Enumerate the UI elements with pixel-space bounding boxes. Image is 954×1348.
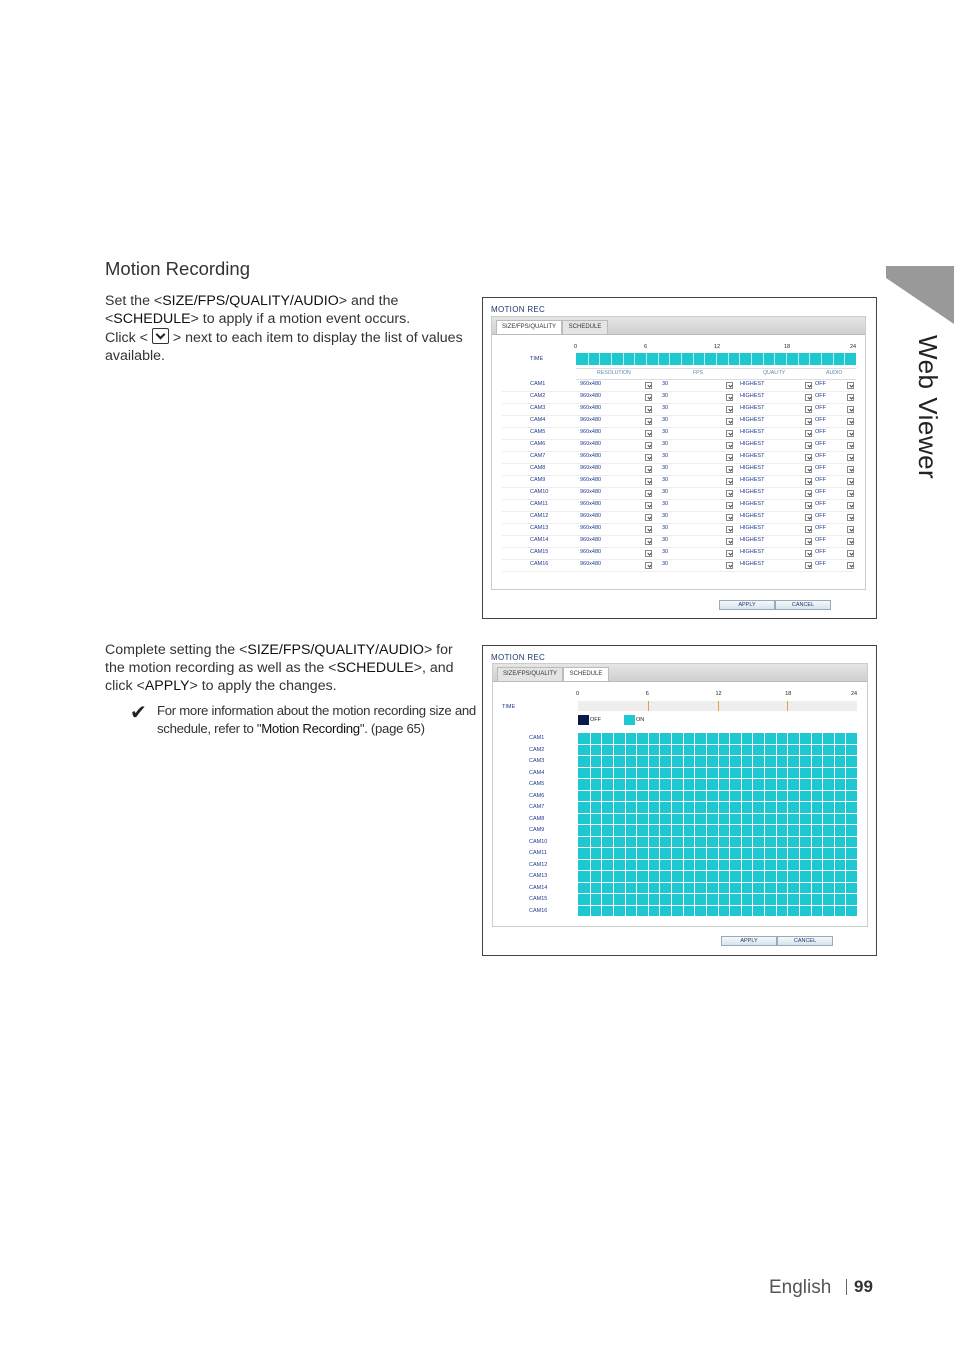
audio-dropdown-icon[interactable] [847,454,854,461]
audio-dropdown-icon[interactable] [847,514,854,521]
resolution-dropdown-icon[interactable] [645,394,652,401]
resolution-dropdown-icon[interactable] [645,466,652,473]
resolution-value: 960x480 [580,429,602,435]
quality-value: HIGHEST [740,405,765,411]
audio-value: OFF [815,477,826,483]
motion-rec-size-screenshot [482,297,877,619]
quality-dropdown-icon[interactable] [805,550,812,557]
fps-dropdown-icon[interactable] [726,394,733,401]
resolution-dropdown-icon[interactable] [645,526,652,533]
row-divider [502,439,854,440]
fps-dropdown-icon[interactable] [726,538,733,545]
time-bar-hour-divider [798,353,799,365]
resolution-value: 960x480 [580,561,602,567]
fps-dropdown-icon[interactable] [726,418,733,425]
resolution-value: 960x480 [580,513,602,519]
fps-value: 30 [662,561,669,567]
column-header-audio: AUDIO [826,370,843,376]
row-divider [502,559,854,560]
fps-value: 30 [662,489,669,495]
quality-dropdown-icon[interactable] [805,382,812,389]
resolution-value: 960x480 [580,465,602,471]
quality-value: HIGHEST [740,489,765,495]
hour-label: 18 [784,344,791,350]
fps-value: 30 [662,405,669,411]
schedule-row[interactable] [578,756,857,768]
resolution-dropdown-icon[interactable] [645,430,652,437]
camera-label: CAM12 [529,861,548,868]
camera-label: CAM9 [530,477,546,483]
audio-dropdown-icon[interactable] [847,418,854,425]
schedule-panel [492,663,868,927]
camera-label: CAM3 [530,405,546,411]
row-divider [502,391,854,392]
quality-value: HIGHEST [740,465,765,471]
fps-dropdown-icon[interactable] [726,490,733,497]
camera-label: CAM5 [530,429,546,435]
time-bar-hour-divider [728,353,729,365]
camera-label: CAM12 [530,513,549,519]
camera-label: CAM3 [529,758,545,764]
camera-label: CAM7 [530,453,546,459]
instruction-paragraph: Complete setting the <SIZE/FPS/QUALITY/AUDIO> for the motion recording as well as the <SCHEDULE>, and click <APPLY> to apply the changes. [105,642,454,694]
tab-bar [493,664,867,682]
audio-value: OFF [815,549,826,555]
resolution-value: 960x480 [580,405,602,411]
audio-value: OFF [815,513,826,519]
schedule-row[interactable] [578,779,857,791]
tab-size-fps-quality[interactable]: SIZE/FPS/QUALITY [497,667,563,681]
time-bar-hour-divider [658,353,659,365]
camera-label: CAM10 [530,489,549,495]
quality-dropdown-icon[interactable] [805,514,812,521]
time-label: TIME [502,704,516,710]
schedule-row[interactable] [578,791,857,803]
time-bar-hour-divider [739,353,740,365]
quality-dropdown-icon[interactable] [805,538,812,545]
audio-value: OFF [815,393,826,399]
dropdown-arrow-icon [152,328,169,344]
quality-dropdown-icon[interactable] [805,478,812,485]
resolution-value: 960x480 [580,441,602,447]
audio-value: OFF [815,417,826,423]
legend-off-swatch[interactable] [578,715,589,725]
audio-value: OFF [815,405,826,411]
audio-dropdown-icon[interactable] [847,394,854,401]
time-ruler-marker [648,701,649,711]
camera-label: CAM16 [530,561,549,567]
schedule-row[interactable] [578,802,857,814]
hour-label: 24 [851,691,858,697]
quality-dropdown-icon[interactable] [805,406,812,413]
time-bar[interactable] [576,353,856,365]
camera-label: CAM6 [529,792,545,799]
audio-value: OFF [815,465,826,471]
time-bar-hour-divider [833,353,834,365]
column-header-fps: FPS [693,370,704,376]
header-row [576,368,856,380]
fps-dropdown-icon[interactable] [726,502,733,509]
hour-label: 18 [785,691,792,697]
quality-dropdown-icon[interactable] [805,526,812,533]
time-bar-hour-divider [623,353,624,365]
schedule-row[interactable] [578,814,857,826]
row-divider [502,475,854,476]
cancel-button[interactable]: CANCEL [775,600,831,610]
time-bar-hour-divider [774,353,775,365]
row-divider [502,547,854,548]
resolution-value: 960x480 [580,501,602,507]
quality-value: HIGHEST [740,417,765,423]
fps-value: 30 [662,513,669,519]
legend-on-label: ON [636,717,645,723]
tab-schedule[interactable]: SCHEDULE [563,667,609,681]
quality-value: HIGHEST [740,381,765,387]
apply-button[interactable]: APPLY [721,936,777,946]
window-title: MOTION REC [491,305,546,314]
time-bar-hour-divider [669,353,670,365]
audio-dropdown-icon[interactable] [847,550,854,557]
resolution-value: 960x480 [580,453,602,459]
camera-label: CAM11 [530,501,548,507]
audio-dropdown-icon[interactable] [847,430,854,437]
column-header-resolution: RESOLUTION [597,370,631,376]
resolution-dropdown-icon[interactable] [645,538,652,545]
fps-value: 30 [662,537,669,543]
audio-value: OFF [815,441,826,447]
quality-value: HIGHEST [740,537,765,543]
row-divider [502,511,854,512]
camera-label: CAM10 [529,838,548,845]
camera-label: CAM7 [529,804,545,810]
quality-value: HIGHEST [740,441,765,447]
camera-label: CAM13 [530,525,549,531]
fps-dropdown-icon[interactable] [726,442,733,449]
schedule-row[interactable] [578,906,857,918]
fps-dropdown-icon[interactable] [726,550,733,557]
hour-label: 24 [850,344,857,350]
quality-dropdown-icon[interactable] [805,466,812,473]
note-text: For more information about the motion recording size and schedule, refer to "Motion Recording". (page 65) [157,703,476,736]
hour-label: 6 [645,691,649,697]
section-title: Motion Recording [105,258,250,279]
row-divider [502,499,854,500]
schedule-row[interactable] [578,860,857,872]
footer-language: English [769,1277,832,1298]
row-divider [502,415,854,416]
quality-dropdown-icon[interactable] [805,394,812,401]
quality-dropdown-icon[interactable] [805,490,812,497]
camera-label: CAM14 [529,884,548,891]
schedule-row[interactable] [578,837,857,849]
audio-dropdown-icon[interactable] [847,466,854,473]
hour-label: 12 [714,344,721,350]
row-divider [502,571,854,572]
resolution-value: 960x480 [580,417,602,423]
quality-value: HIGHEST [740,393,765,399]
audio-dropdown-icon[interactable] [847,526,854,533]
quality-value: HIGHEST [740,477,765,483]
page-number: 99 [854,1277,873,1296]
row-divider [502,535,854,536]
quality-value: HIGHEST [740,453,765,459]
resolution-dropdown-icon[interactable] [645,490,652,497]
camera-label: CAM8 [529,815,545,822]
resolution-dropdown-icon[interactable] [645,442,652,449]
time-bar-hour-divider [588,353,589,365]
time-bar-hour-divider [809,353,810,365]
fps-dropdown-icon[interactable] [726,478,733,485]
fps-dropdown-icon[interactable] [726,406,733,413]
resolution-value: 960x480 [580,393,602,399]
time-bar-hour-divider [611,353,612,365]
camera-label: CAM13 [529,873,548,879]
cancel-button[interactable]: CANCEL [777,936,833,946]
time-ruler-marker [787,701,788,711]
schedule-row[interactable] [578,768,857,780]
fps-value: 30 [662,453,669,459]
quality-value: HIGHEST [740,513,765,519]
schedule-row[interactable] [578,848,857,860]
audio-value: OFF [815,561,826,567]
time-bar-hour-divider [634,353,635,365]
resolution-dropdown-icon[interactable] [645,382,652,389]
column-header-quality: QUALITY [763,370,786,376]
row-divider [502,403,854,404]
time-bar-hour-divider [704,353,705,365]
camera-label: CAM2 [529,746,545,753]
resolution-dropdown-icon[interactable] [645,562,652,569]
resolution-dropdown-icon[interactable] [645,550,652,557]
hour-label: 0 [574,344,578,350]
check-mark-icon: ✔ [130,702,147,724]
audio-value: OFF [815,537,826,543]
chapter-title: Web Viewer [913,335,943,480]
fps-value: 30 [662,465,669,471]
quality-dropdown-icon[interactable] [805,502,812,509]
fps-dropdown-icon[interactable] [726,466,733,473]
row-divider [502,463,854,464]
audio-dropdown-icon[interactable] [847,442,854,449]
fps-value: 30 [662,417,669,423]
row-divider [502,427,854,428]
quality-value: HIGHEST [740,561,765,567]
quality-value: HIGHEST [740,549,765,555]
resolution-dropdown-icon[interactable] [645,478,652,485]
fps-value: 30 [662,441,669,447]
fps-dropdown-icon[interactable] [726,562,733,569]
hour-label: 12 [715,691,722,697]
audio-value: OFF [815,453,826,459]
fps-dropdown-icon[interactable] [726,430,733,437]
resolution-value: 960x480 [580,477,602,483]
quality-dropdown-icon[interactable] [805,418,812,425]
resolution-dropdown-icon[interactable] [645,514,652,521]
fps-dropdown-icon[interactable] [726,454,733,461]
time-bar-hour-divider [681,353,682,365]
tab-bar [492,317,865,335]
quality-value: HIGHEST [740,429,765,435]
schedule-row[interactable] [578,745,857,757]
legend-off-label: OFF [590,717,601,723]
audio-value: OFF [815,501,826,507]
time-bar-hour-divider [786,353,787,365]
audio-dropdown-icon[interactable] [847,562,854,569]
resolution-value: 960x480 [580,525,602,531]
fps-dropdown-icon[interactable] [726,526,733,533]
time-bar-hour-divider [751,353,752,365]
fps-value: 30 [662,501,669,507]
time-bar-hour-divider [599,353,600,365]
audio-value: OFF [815,429,826,435]
quality-value: HIGHEST [740,525,765,531]
resolution-dropdown-icon[interactable] [645,406,652,413]
time-bar-hour-divider [821,353,822,365]
time-ruler-marker [718,701,719,711]
camera-label: CAM1 [529,735,545,741]
camera-label: CAM4 [530,417,546,423]
camera-label: CAM1 [530,381,546,387]
motion-rec-schedule-screenshot [482,645,877,956]
resolution-value: 960x480 [580,381,602,387]
time-bar-hour-divider [763,353,764,365]
footer-separator [846,1279,847,1295]
fps-value: 30 [662,549,669,555]
time-label: TIME [530,356,544,362]
camera-label: CAM4 [529,769,545,776]
camera-label: CAM8 [530,465,546,471]
audio-value: OFF [815,381,826,387]
time-bar-hour-divider [844,353,845,365]
camera-label: CAM15 [530,549,549,555]
fps-value: 30 [662,477,669,483]
quality-value: HIGHEST [740,501,765,507]
quality-dropdown-icon[interactable] [805,454,812,461]
quality-dropdown-icon[interactable] [805,562,812,569]
camera-label: CAM2 [530,393,546,399]
resolution-dropdown-icon[interactable] [645,418,652,425]
tab-size-fps-quality[interactable]: SIZE/FPS/QUALITY [496,320,562,334]
schedule-row[interactable] [578,883,857,895]
fps-dropdown-icon[interactable] [726,514,733,521]
audio-dropdown-icon[interactable] [847,502,854,509]
row-divider [502,523,854,524]
fps-value: 30 [662,525,669,531]
fps-value: 30 [662,429,669,435]
audio-dropdown-icon[interactable] [847,538,854,545]
resolution-value: 960x480 [580,537,602,543]
intro-paragraph: Set the <SIZE/FPS/QUALITY/AUDIO> and the <SCHEDULE> to apply if a motion event occurs. Click < > next to each item to display the list of values available. [105,293,463,364]
schedule-row[interactable] [578,871,857,883]
audio-dropdown-icon[interactable] [847,406,854,413]
audio-dropdown-icon[interactable] [847,382,854,389]
resolution-dropdown-icon[interactable] [645,454,652,461]
camera-label: CAM16 [529,907,548,914]
camera-label: CAM6 [530,441,546,447]
fps-value: 30 [662,381,669,387]
audio-value: OFF [815,525,826,531]
window-title: MOTION REC [491,653,546,662]
camera-label: CAM9 [529,827,545,833]
legend-on-swatch[interactable] [624,715,635,725]
schedule-row[interactable] [578,825,857,837]
camera-label: CAM5 [529,781,545,787]
time-bar-hour-divider [716,353,717,365]
fps-value: 30 [662,393,669,399]
resolution-value: 960x480 [580,489,602,495]
time-ruler [578,701,857,711]
resolution-dropdown-icon[interactable] [645,502,652,509]
apply-button[interactable]: APPLY [719,600,775,610]
tab-schedule[interactable]: SCHEDULE [562,320,608,334]
camera-label: CAM11 [529,850,547,856]
hour-label: 0 [576,691,580,697]
hour-label: 6 [644,344,648,350]
schedule-row[interactable] [578,733,857,745]
row-divider [502,451,854,452]
audio-dropdown-icon[interactable] [847,490,854,497]
resolution-value: 960x480 [580,549,602,555]
camera-label: CAM15 [529,896,548,902]
fps-dropdown-icon[interactable] [726,382,733,389]
audio-dropdown-icon[interactable] [847,478,854,485]
audio-value: OFF [815,489,826,495]
time-bar-hour-divider [693,353,694,365]
chapter-tab-shape [886,266,954,324]
quality-dropdown-icon[interactable] [805,442,812,449]
schedule-row[interactable] [578,894,857,906]
row-divider [502,487,854,488]
schedule-row-divider [578,916,857,917]
time-bar-hour-divider [646,353,647,365]
camera-label: CAM14 [530,537,549,543]
quality-dropdown-icon[interactable] [805,430,812,437]
settings-panel [491,316,866,590]
